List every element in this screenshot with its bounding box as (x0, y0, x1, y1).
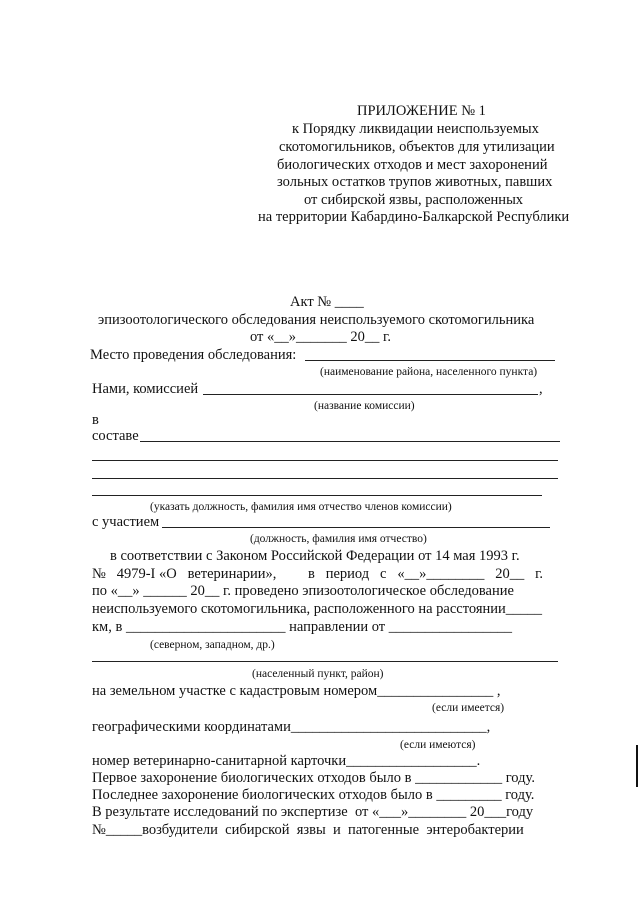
commission-line (203, 394, 538, 395)
cadastral-hint: (если имеется) (432, 702, 505, 714)
composition-line-1 (140, 441, 560, 442)
members-hint: (указать должность, фамилия имя отчество членов комиссии) (150, 501, 452, 513)
appendix-line-5: от сибирской язвы, расположенных (304, 192, 524, 208)
place-label: Место проведения обследования: (90, 347, 297, 363)
in-word: в (92, 412, 99, 428)
law-line-1: в соответствии с Законом Российской Федерации от 14 мая 1993 г. (110, 548, 520, 564)
settlement-line (92, 661, 558, 662)
act-date: от «__»_______ 20__ г. (250, 329, 391, 345)
law-line-3: по «__» ______ 20__ г. проведено эпизоотологическое обследование (92, 583, 514, 599)
appendix-line-3: биологических отходов и мест захоронений (277, 157, 548, 173)
coordinates-line: географическими координатами___________________________, (92, 719, 491, 735)
scan-edge-mark (636, 745, 638, 787)
participation-label: с участием (92, 514, 160, 530)
act-title: Акт № ____ (290, 294, 364, 310)
agents-line: №_____возбудители сибирской язвы и патогенные энтеробактерии (92, 822, 524, 838)
appendix-line-6: на территории Кабардино-Балкарской Республики (258, 209, 570, 225)
law-line-2a: № 4979-I «О ветеринарии», (92, 566, 277, 582)
act-subtitle: эпизоотологического обследования неиспользуемого скотомогильника (98, 312, 535, 328)
composition-line-4 (92, 495, 542, 496)
participation-line (162, 527, 550, 528)
appendix-line-4: зольных остатков трупов животных, павших (277, 174, 553, 190)
commission-comma: , (539, 381, 543, 397)
results-line: В результате исследований по экспертизе от «___»________ 20___году (92, 804, 534, 820)
commission-hint: (название комиссии) (314, 400, 415, 412)
composition-line-2 (92, 460, 558, 461)
direction-hint: (северном, западном, др.) (150, 639, 275, 651)
appendix-line-2: скотомогильников, объектов для утилизации (279, 139, 555, 155)
composition-line-3 (92, 478, 558, 479)
appendix-title: ПРИЛОЖЕНИЕ № 1 (357, 103, 486, 119)
place-line (305, 360, 555, 361)
law-line-2b: в период с «__»________ 20__ г. (308, 566, 544, 582)
cadastral-line: на земельном участке с кадастровым номером________________ , (92, 683, 501, 699)
first-burial-line: Первое захоронение биологических отходов было в ____________ году. (92, 770, 535, 786)
place-hint: (наименование района, населенного пункта) (320, 366, 538, 378)
vet-card-line: номер ветеринарно-санитарной карточки__________________. (92, 753, 481, 769)
direction-line: км, в ______________________ направлении от _________________ (92, 619, 513, 635)
participation-hint: (должность, фамилия имя отчество) (250, 533, 427, 545)
coordinates-hint: (если имеются) (400, 739, 476, 751)
appendix-line-1: к Порядку ликвидации неиспользуемых (292, 121, 539, 137)
law-line-4: неиспользуемого скотомогильника, расположенного на расстоянии_____ (92, 601, 543, 617)
commission-label: Нами, комиссией (92, 381, 199, 397)
last-burial-line: Последнее захоронение биологических отходов было в _________ году. (92, 787, 535, 803)
settlement-hint: (населенный пункт, район) (252, 668, 384, 680)
composition-label: составе (92, 428, 139, 444)
